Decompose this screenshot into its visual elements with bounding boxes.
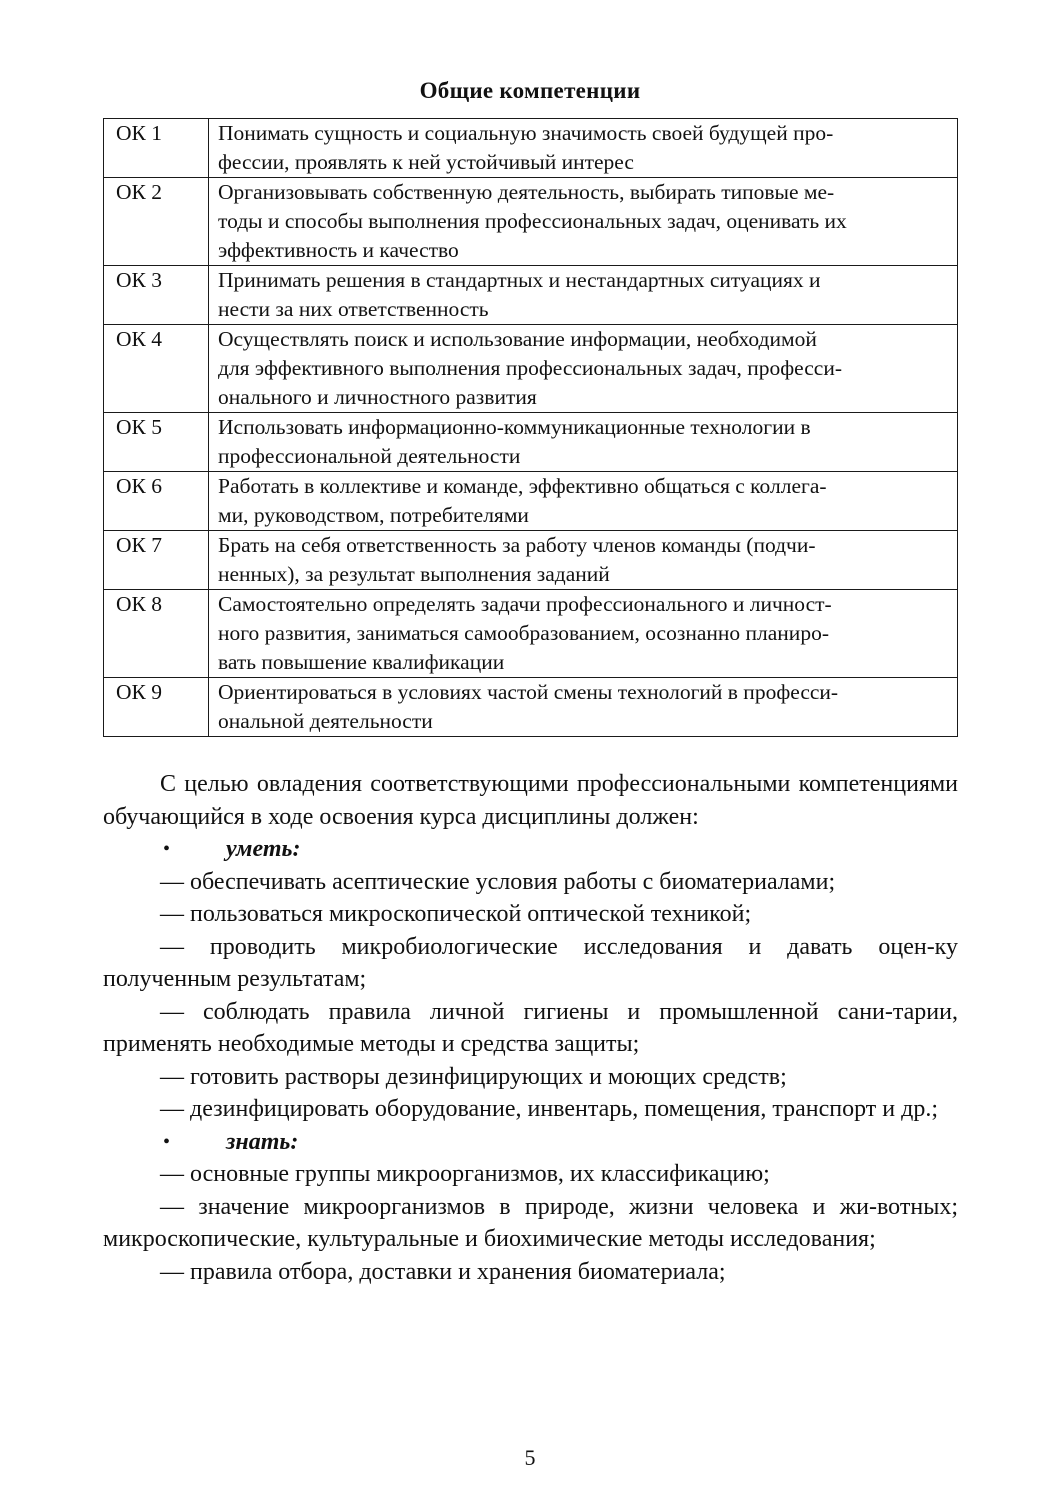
list-item: — пользоваться микроскопической оптической техникой; (160, 901, 752, 927)
competency-text: Осуществлять поиск и использование информации, необходимой для эффективного выполнения профессиональных задач, професси- онального и личностного развития (209, 325, 958, 413)
competencies-table (103, 118, 958, 737)
skills-heading-row (103, 833, 958, 866)
competency-code: ОК 7 (104, 531, 209, 590)
body-text (103, 768, 958, 1288)
competency-text: Использовать информационно-коммуникационные технологии в профессиональной деятельности (209, 413, 958, 472)
knowledge-heading-row (103, 1126, 958, 1159)
table-row (104, 678, 958, 737)
page-number: 5 (524, 1445, 536, 1470)
skills-heading: уметь: (226, 836, 301, 862)
competency-text: Самостоятельно определять задачи профессионального и личност- ного развития, заниматься самообразованием, осознанно планиро- вать повышение квалификации (209, 590, 958, 678)
table-row (104, 472, 958, 531)
competency-text: Понимать сущность и социальную значимость своей будущей про- фессии, проявлять к ней устойчивый интерес (209, 119, 958, 178)
table-row (104, 178, 958, 266)
table-row (104, 119, 958, 178)
competency-text: Принимать решения в стандартных и нестандартных ситуациях и нести за них ответственность (209, 266, 958, 325)
list-item: — соблюдать правила личной гигиены и промышленной сани-тарии, применять необходимые методы и средства защиты; (103, 998, 958, 1057)
competency-code: ОК 6 (104, 472, 209, 531)
competency-code: ОК 5 (104, 413, 209, 472)
competency-text: Брать на себя ответственность за работу членов команды (подчи- ненных), за результат выполнения заданий (209, 531, 958, 590)
table-row (104, 531, 958, 590)
list-item: — основные группы микроорганизмов, их классификацию; (160, 1161, 770, 1187)
competency-text: Работать в коллективе и команде, эффективно общаться с коллега- ми, руководством, потребителями (209, 472, 958, 531)
table-row (104, 266, 958, 325)
list-item: — правила отбора, доставки и хранения биоматериала; (160, 1258, 726, 1285)
competency-text: Ориентироваться в условиях частой смены технологий в професси- ональной деятельности (209, 678, 958, 737)
competency-code: ОК 1 (104, 119, 209, 178)
table-row (104, 590, 958, 678)
competency-code: ОК 8 (104, 590, 209, 678)
list-item: — обеспечивать асептические условия работы с биоматериалами; (160, 868, 836, 895)
list-item: — готовить растворы дезинфицирующих и моющих средств; (160, 1063, 787, 1090)
knowledge-heading: знать: (226, 1128, 299, 1155)
competency-code: ОК 3 (104, 266, 209, 325)
bullet-icon: • (163, 1130, 171, 1153)
list-item: — проводить микробиологические исследования и давать оцен-ку полученным результатам; (103, 933, 958, 992)
table-row (104, 413, 958, 472)
table-row (104, 325, 958, 413)
section-title: Общие компетенции (419, 78, 641, 103)
intro-paragraph: С целью овладения соответствующими профессиональными компетенциями обучающийся в ходе освоения курса дисциплины должен: (103, 771, 958, 830)
competency-code: ОК 2 (104, 178, 209, 266)
competency-code: ОК 9 (104, 678, 209, 737)
list-item: — значение микроорганизмов в природе, жизни человека и жи-вотных; микроскопические, культуральные и биохимические методы исследования; (103, 1193, 958, 1252)
list-item: — дезинфицировать оборудование, инвентарь, помещения, транспорт и др.; (160, 1096, 938, 1122)
bullet-icon: • (163, 838, 171, 860)
competency-code: ОК 4 (104, 325, 209, 413)
competency-text: Организовывать собственную деятельность, выбирать типовые ме- тоды и способы выполнения профессиональных задач, оценивать их эффективность и качество (209, 178, 958, 266)
